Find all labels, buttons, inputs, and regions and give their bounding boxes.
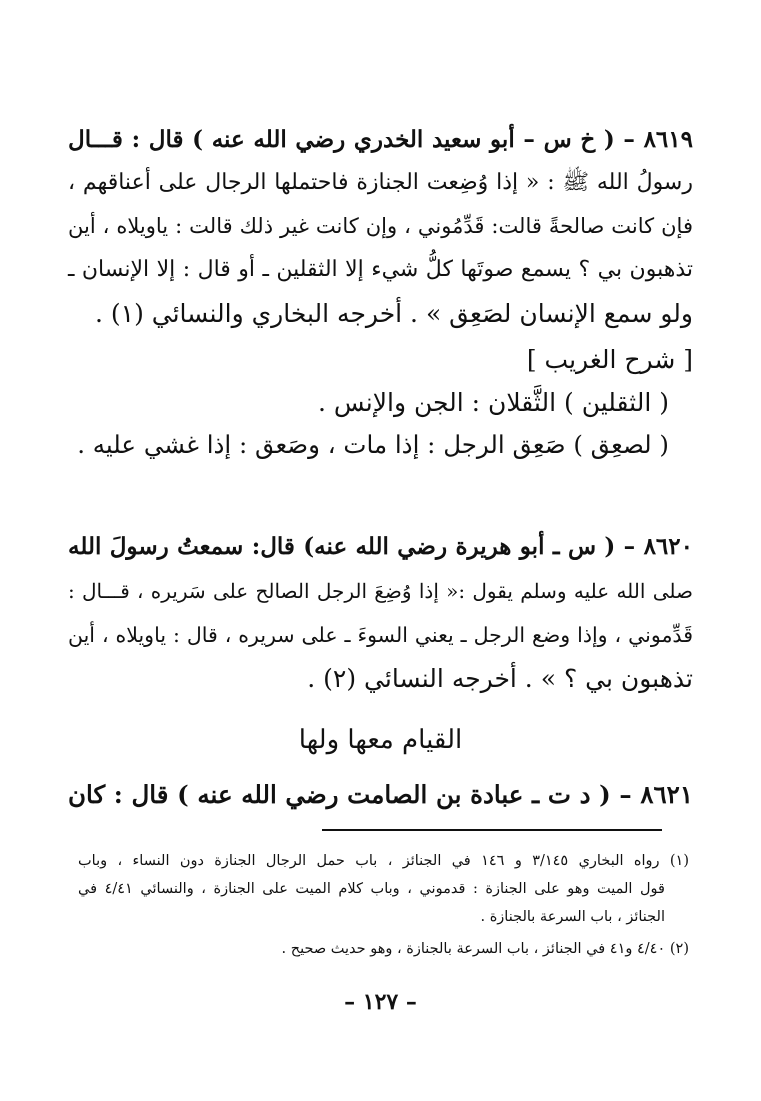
hadith-8619-line-4: تذهبون بي ؟ يسمع صوتَها كلُّ شيء إلا الثقلين ـ أو قال : إلا الإنسان ـ (68, 257, 693, 282)
gharib-entry-1: ( الثقلين ) الثَّقلان : الجن والإنس . (318, 388, 669, 417)
hadith-8620-line-3: قَدِّموني ، وإذا وضع الرجل ـ يعني السوءَ ـ على سريره ، قال : ياويلاه ، أين (68, 623, 693, 647)
hadith-8620-line-1: ٨٦٢٠ – ( س ـ أبو هريرة رضي الله عنه) قال: سمعتُ رسولَ الله (68, 533, 693, 560)
gharib-entry-2: ( لصعِق ) صَعِق الرجل : إذا مات ، وصَعق : إذا غشي عليه . (77, 430, 669, 459)
hadith-8620-line-4: تذهبون بي ؟ » . أخرجه النسائي (٢) . (307, 664, 693, 693)
gharib-heading: [ شرح الغريب ] (526, 345, 693, 374)
page-number: – ١٢٧ – (344, 989, 417, 1015)
footnote-2: (٢) ٤/٤٠ و٤١ في الجنائز ، باب السرعة بالجنازة ، وهو حديث صحيح . (281, 941, 689, 957)
hadith-8619-line-3: فإن كانت صالحةً قالت: قَدِّمُوني ، وإن كانت غير ذلك قالت : ياويلاه ، أين (68, 214, 693, 238)
footnote-1-line-2: قول الميت وهو على الجنازة : قدموني ، وباب كلام الميت على الجنازة ، والنسائي ٤/٤١ في (78, 881, 665, 897)
footnote-1-line-3: الجنائز ، باب السرعة بالجنازة . (480, 909, 665, 925)
hadith-8619-line-5: ولو سمع الإنسان لصَعِق » . أخرجه البخاري والنسائي (١) . (94, 299, 693, 328)
footnote-divider (322, 829, 662, 831)
footnote-1-line-1: (١) رواه البخاري ٣/١٤٥ و ١٤٦ في الجنائز ، باب حمل الرجال الجنازة دون النساء ، وباب (78, 853, 689, 869)
hadith-8619-line-2: رسولُ الله ﷺ : « إذا وُضِعت الجنازة فاحتملها الرجال على أعناقهم ، (68, 170, 693, 195)
hadith-8621-line-1: ٨٦٢١ – ( د ت ـ عبادة بن الصامت رضي الله عنه ) قال : كان (68, 780, 693, 809)
hadith-8620-line-2: صلى الله عليه وسلم يقول :« إذا وُضِعَ الرجل الصالح على سَريره ، قـــال : (68, 579, 693, 603)
section-heading: القيام معها ولها (298, 725, 463, 755)
hadith-8619-line-1: ٨٦١٩ – ( خ س – أبو سعيد الخدري رضي الله عنه ) قال : قـــال (68, 126, 693, 153)
